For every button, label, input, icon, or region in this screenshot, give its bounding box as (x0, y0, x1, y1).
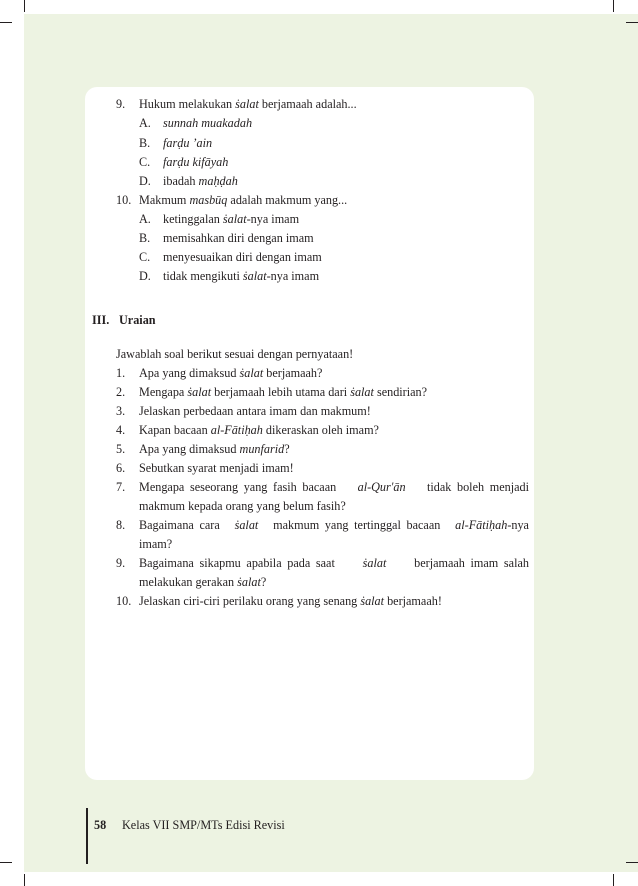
essay-question-8 (139, 518, 529, 533)
essay-text: sendirian? (373, 385, 428, 399)
essay-question-2 (139, 385, 427, 400)
option-text (163, 212, 299, 227)
mc-question-10-text (139, 193, 347, 208)
essay-number: 9. (116, 556, 126, 570)
option-label: tidak mengikuti (163, 269, 243, 283)
option-letter: D. (139, 174, 151, 188)
essay-term: ṡalat (187, 385, 212, 399)
essay-number: 8. (116, 518, 126, 532)
essay-text: melakukan gerakan (139, 575, 238, 589)
essay-text: Mengapa (139, 385, 188, 399)
essay-text: berjamaah? (263, 366, 323, 380)
essay-text: Kapan bacaan (139, 423, 211, 437)
crop-mark (24, 874, 25, 886)
option-label: ketinggalan (163, 212, 223, 226)
option-label: -nya imam (266, 269, 320, 283)
option-letter: A. (139, 116, 151, 130)
option-letter: D. (139, 269, 151, 283)
essay-text: ? (284, 442, 290, 456)
essay-question-5 (139, 442, 290, 457)
option-term: ṡalat (222, 212, 247, 226)
essay-term: ṡalat (237, 575, 261, 589)
option-letter: C. (139, 155, 151, 169)
option-term: farḍu ’ain (163, 136, 213, 150)
essay-text: dikeraskan oleh imam? (262, 423, 379, 437)
question-number: 10. (116, 193, 132, 207)
section-number: III. (92, 313, 110, 327)
essay-number: 1. (116, 366, 126, 380)
essay-number: 2. (116, 385, 126, 399)
essay-term: munfarid (239, 442, 285, 456)
crop-mark (24, 0, 25, 12)
essay-instruction: Jawablah soal berikut sesuai dengan pernyataan! (116, 347, 354, 361)
essay-text: berjamaah lebih utama dari (211, 385, 351, 399)
crop-mark (626, 862, 638, 863)
essay-term: al-Fātiḥah (455, 518, 508, 532)
option-term: sunnah muakadah (163, 116, 253, 130)
mc-question-10 (116, 193, 131, 208)
question-term: masbūq (189, 193, 228, 207)
essay-term: al-Fātiḥah (210, 423, 263, 437)
essay-text: berjamaah! (384, 594, 442, 608)
question-term: ṡalat (235, 97, 259, 111)
crop-mark (0, 862, 12, 863)
option-label: -nya imam (246, 212, 300, 226)
essay-text: Jelaskan ciri-ciri perilaku orang yang senang (139, 594, 361, 608)
question-text: adalah makmum yang... (227, 193, 348, 207)
essay-number: 3. (116, 404, 126, 418)
essay-text: Bagaimana sikapmu apabila pada saat (139, 556, 341, 570)
essay-question-9 (139, 556, 529, 571)
essay-question-3: Jelaskan perbedaan antara imam dan makmum! (139, 404, 371, 418)
essay-number: 10. (116, 594, 132, 608)
option-text: menyesuaikan diri dengan imam (163, 250, 322, 264)
essay-question-7-cont: makmum kepada orang yang belum fasih? (139, 499, 346, 513)
option-letter: B. (139, 136, 151, 150)
essay-number: 6. (116, 461, 126, 475)
footer-book-title: Kelas VII SMP/MTs Edisi Revisi (122, 818, 285, 832)
option-text (163, 136, 212, 151)
option-term: farḍu kifāyah (163, 155, 229, 169)
option-label: ibadah (163, 174, 199, 188)
essay-question-8-cont: imam? (139, 537, 173, 551)
option-text (163, 174, 238, 189)
essay-question-6: Sebutkan syarat menjadi imam! (139, 461, 294, 475)
footer-divider (86, 808, 88, 864)
essay-term: ṡalat (360, 594, 385, 608)
essay-term: ṡalat (350, 385, 374, 399)
essay-term: ṡalat (362, 556, 387, 570)
crop-mark (613, 874, 614, 886)
option-text (163, 116, 252, 131)
essay-question-4 (139, 423, 379, 438)
crop-mark (0, 22, 12, 23)
essay-number: 4. (116, 423, 126, 437)
option-letter: A. (139, 212, 151, 226)
mc-question-9-text (139, 97, 357, 112)
essay-text: ? (260, 575, 267, 589)
essay-text: Apa yang dimaksud (139, 442, 240, 456)
essay-term: ṡalat (239, 366, 264, 380)
option-text: memisahkan diri dengan imam (163, 231, 314, 245)
essay-text: Mengapa seseorang yang fasih bacaan (139, 480, 342, 494)
essay-number: 5. (116, 442, 126, 456)
essay-question-10 (139, 594, 442, 609)
question-text: Makmum (139, 193, 190, 207)
essay-question-1 (139, 366, 322, 381)
essay-question-9-cont (139, 575, 266, 590)
crop-mark (626, 22, 638, 23)
essay-text: berjamaah imam salah (408, 556, 529, 570)
essay-text: Apa yang dimaksud (139, 366, 240, 380)
essay-text: -nya (507, 518, 529, 532)
option-term: ṡalat (242, 269, 267, 283)
question-text: Hukum melakukan (139, 97, 236, 111)
crop-mark (613, 0, 614, 12)
essay-question-7 (139, 480, 529, 495)
essay-text: makmum yang tertinggal bacaan (267, 518, 446, 532)
option-text (163, 155, 228, 170)
option-text (163, 269, 319, 284)
essay-text: Bagaimana cara (139, 518, 226, 532)
page-number: 58 (94, 818, 107, 832)
essay-text: tidak boleh menjadi (421, 480, 529, 494)
option-letter: C. (139, 250, 151, 264)
section-title: Uraian (119, 313, 156, 327)
essay-number: 7. (116, 480, 126, 494)
essay-term: al-Qur'ān (357, 480, 406, 494)
question-number: 9. (116, 97, 126, 111)
question-text: berjamaah adalah... (258, 97, 357, 111)
mc-question-9 (116, 97, 125, 112)
option-term: maḥḍah (198, 174, 238, 188)
option-letter: B. (139, 231, 151, 245)
essay-term: ṡalat (234, 518, 259, 532)
